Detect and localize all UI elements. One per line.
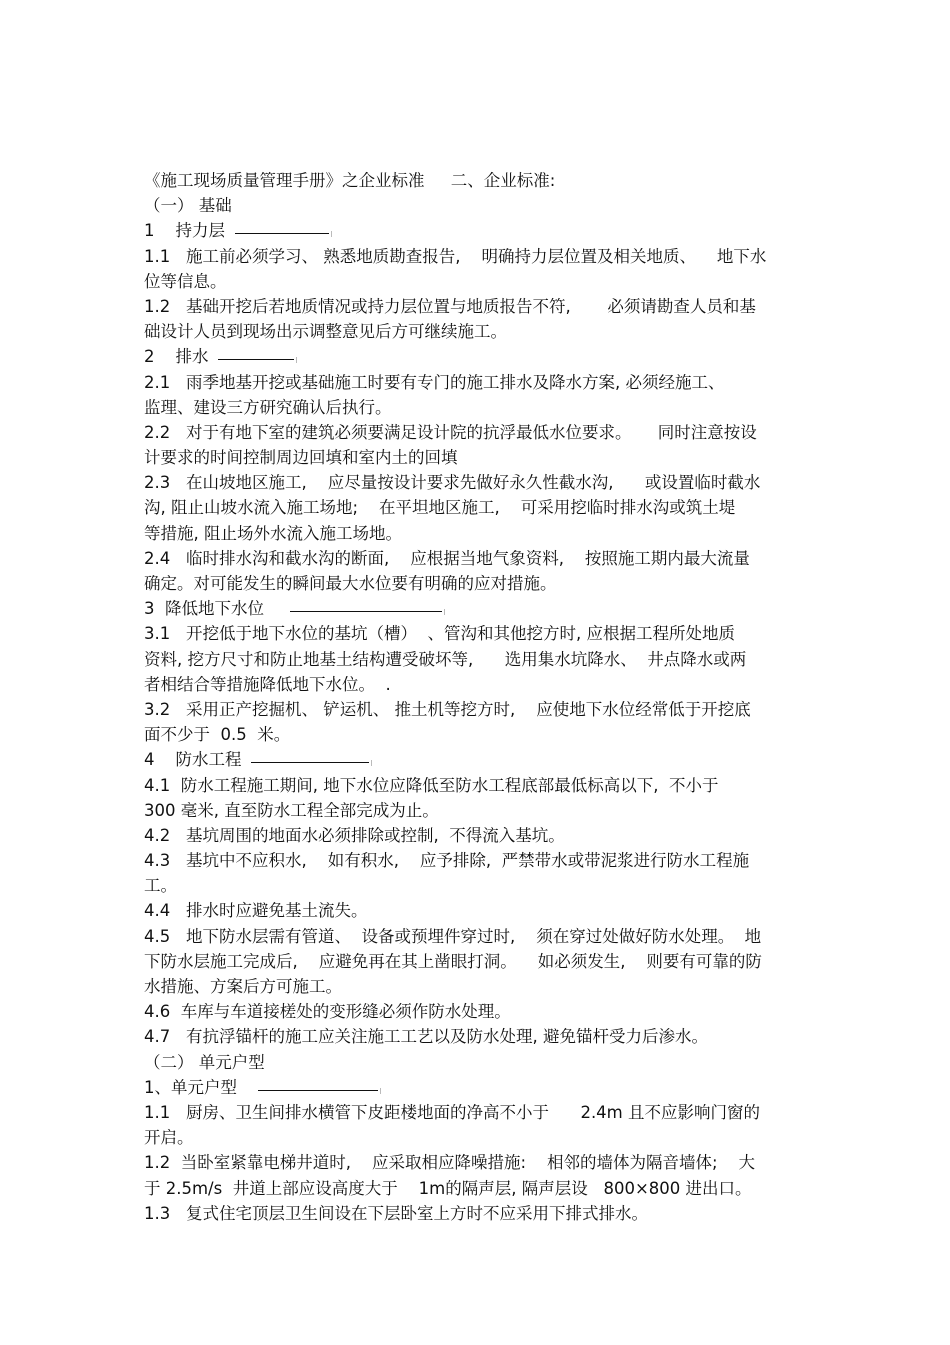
line-text: 于 2.5m/s 井道上部应设高度大于 1m的隔声层, 隔声层设 800×800 进出口。 (144, 1178, 752, 1198)
line-text: 4.7 有抗浮锚杆的施工应关注施工工艺以及防水处理, 避免锚杆受力后渗水。 (144, 1027, 708, 1047)
line-text: 1.2 当卧室紧靠电梯井道时, 应采取相应降噪措施: 相邻的墙体为隔音墙体; 大 (144, 1153, 756, 1173)
paragraph-line (144, 395, 809, 420)
line-text: 2.4 临时排水沟和截水沟的断面, 应根据当地气象资料, 按照施工期内最大流量 (144, 548, 750, 568)
subsection-heading (144, 747, 809, 772)
line-text: 1 持力层 (144, 221, 225, 241)
heading-underline (218, 359, 294, 360)
doc-title (144, 168, 809, 193)
line-text: 1.1 施工前必须学习、 熟悉地质勘查报告, 明确持力层位置及相关地质、 地下水 (144, 246, 767, 266)
line-text: 4.6 车库与车道接槎处的变形缝必须作防水处理。 (144, 1002, 511, 1022)
line-text: 位等信息。 (144, 271, 227, 291)
paragraph-line (144, 697, 809, 722)
line-text: 资料, 挖方尺寸和防止地基土结构遭受破坏等, 选用集水坑降水、 井点降水或两 (144, 649, 747, 669)
paragraph-line (144, 974, 809, 999)
line-text: 础设计人员到现场出示调整意见后方可继续施工。 (144, 322, 507, 342)
line-text: 2 排水 (144, 347, 209, 367)
paragraph-line (144, 873, 809, 898)
line-text: 下防水层施工完成后, 应避免再在其上凿眼打洞。 如必须发生, 则要有可靠的防 (144, 951, 762, 971)
paragraph-line (144, 546, 809, 571)
subsection-heading (144, 344, 809, 369)
paragraph-line (144, 722, 809, 747)
document-body (144, 168, 809, 1226)
heading-underline (258, 1090, 378, 1091)
paragraph-line (144, 571, 809, 596)
line-text: 沟, 阻止山坡水流入施工场地; 在平坦地区施工, 可采用挖临时排水沟或筑土堤 (144, 498, 736, 518)
paragraph-line (144, 1125, 809, 1150)
paragraph-line (144, 798, 809, 823)
subsection-heading (144, 596, 809, 621)
paragraph-line (144, 949, 809, 974)
paragraph-line (144, 294, 809, 319)
line-text: 1.1 厨房、卫生间排水横管下皮距楼地面的净高不小于 2.4m 且不应影响门窗的 (144, 1102, 761, 1122)
line-text: 面不少于 0.5 米。 (144, 725, 291, 745)
heading-underline (251, 762, 369, 763)
line-text: 2.2 对于有地下室的建筑必须要满足设计院的抗浮最低水位要求。 同时注意按设 (144, 422, 757, 442)
paragraph-line (144, 823, 809, 848)
paragraph-line (144, 924, 809, 949)
paragraph-line (144, 1150, 809, 1175)
line-text: 2.3 在山坡地区施工, 应尽量按设计要求先做好永久性截水沟, 或设置临时截水 (144, 473, 761, 493)
line-text: 监理、建设三方研究确认后执行。 (144, 397, 392, 417)
line-text: （一） 基础 (144, 196, 232, 216)
line-text: 1、单元户型 (144, 1077, 248, 1097)
paragraph-line (144, 470, 809, 495)
paragraph-line (144, 244, 809, 269)
heading-underline (235, 233, 329, 234)
line-text: 3.2 采用正产挖掘机、 铲运机、 推土机等挖方时, 应使地下水位经常低于开挖底 (144, 699, 751, 719)
line-text: 1.2 基础开挖后若地质情况或持力层位置与地质报告不符, 必须请勘查人员和基 (144, 296, 756, 316)
line-text: 者相结合等措施降低地下水位。 . (144, 674, 391, 694)
line-text: 2.1 雨季地基开挖或基础施工时要有专门的施工排水及降水方案, 必须经施工、 (144, 372, 725, 392)
paragraph-line (144, 420, 809, 445)
line-text: 3 降低地下水位 (144, 599, 280, 619)
line-text: 工。 (144, 876, 177, 896)
subsection-heading (144, 1075, 809, 1100)
line-text: 确定。对可能发生的瞬间最大水位要有明确的应对措施。 (144, 574, 557, 593)
line-text: 计要求的时间控制周边回填和室内土的回填 (144, 448, 458, 468)
paragraph-line (144, 672, 809, 697)
paragraph-line (144, 1176, 809, 1201)
heading-underline (290, 611, 442, 612)
paragraph-line (144, 495, 809, 520)
subsection-heading (144, 218, 809, 243)
section-heading (144, 1050, 809, 1075)
line-text: 4.5 地下防水层需有管道、 设备或预埋件穿过时, 须在穿过处做好防水处理。 地 (144, 926, 762, 946)
paragraph-line (144, 848, 809, 873)
line-text: 3.1 开挖低于地下水位的基坑（槽） 、管沟和其他挖方时, 应根据工程所处地质 (144, 624, 735, 644)
line-text: 4.4 排水时应避免基土流失。 (144, 901, 368, 921)
paragraph-line (144, 621, 809, 646)
line-text: 300 毫米, 直至防水工程全部完成为止。 (144, 800, 439, 820)
line-text: 4.3 基坑中不应积水, 如有积水, 应予排除, 严禁带水或带泥浆进行防水工程施 (144, 851, 750, 871)
line-text: 1.3 复式住宅顶层卫生间设在下层卧室上方时不应采用下排式排水。 (144, 1203, 648, 1223)
paragraph-line (144, 1024, 809, 1049)
line-text: 《施工现场质量管理手册》之企业标准 二、企业标准: (144, 171, 556, 190)
paragraph-line (144, 521, 809, 546)
paragraph-line (144, 319, 809, 344)
paragraph-line (144, 773, 809, 798)
paragraph-line (144, 1201, 809, 1226)
paragraph-line (144, 269, 809, 294)
paragraph-line (144, 445, 809, 470)
line-text: 4.2 基坑周围的地面水必须排除或控制, 不得流入基坑。 (144, 825, 565, 845)
line-text: 4.1 防水工程施工期间, 地下水位应降低至防水工程底部最低标高以下, 不小于 (144, 775, 719, 795)
line-text: 开启。 (144, 1128, 194, 1148)
paragraph-line (144, 999, 809, 1024)
line-text: 4 防水工程 (144, 750, 242, 770)
section-heading (144, 193, 809, 218)
line-text: （二） 单元户型 (144, 1052, 265, 1072)
paragraph-line (144, 898, 809, 923)
paragraph-line (144, 370, 809, 395)
line-text: 等措施, 阻止场外水流入施工场地。 (144, 523, 402, 543)
paragraph-line (144, 647, 809, 672)
paragraph-line (144, 1100, 809, 1125)
line-text: 水措施、方案后方可施工。 (144, 977, 342, 996)
